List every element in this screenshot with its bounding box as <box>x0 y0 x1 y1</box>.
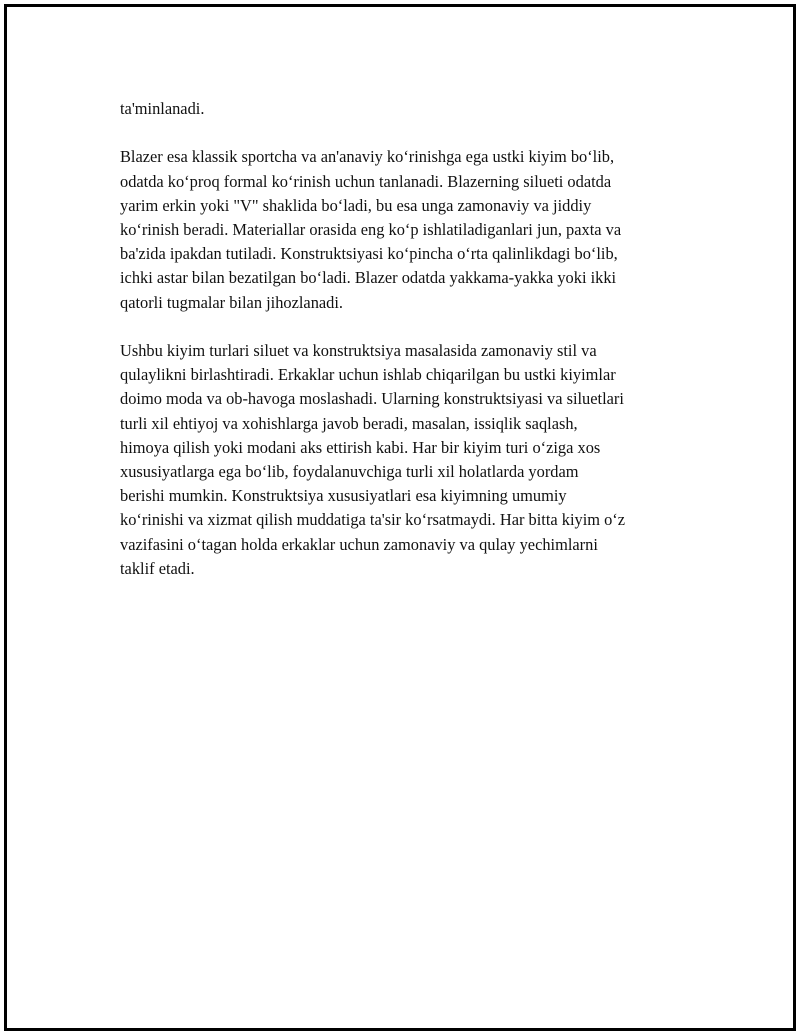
paragraph-continuation: ta'minlanadi. <box>120 99 205 118</box>
page-body <box>120 97 700 605</box>
paragraph-blazer: Blazer esa klassik sportcha va an'anaviy koʻrinishga ega ustki kiyim boʻlib, odatda koʻproq formal koʻrinish uchun tanlanadi. Blazerning silueti odatda yarim erkin yoki "V" shaklida boʻladi, bu esa unga zamonaviy va jiddiy koʻrinish beradi. Materiallar orasida eng koʻp ishlatiladiganlari jun, paxta va ba'zida ipakdan tutiladi. Konstruktsiyasi koʻpincha oʻrta qalinlikdagi boʻlib, ichki astar bilan bezatilgan boʻladi. Blazer odatda yakkama-yakka yoki ikki qatorli tugmalar bilan jihozlanadi. <box>120 147 622 312</box>
page-frame <box>4 4 796 1031</box>
paragraph-summary: Ushbu kiyim turlari siluet va konstruktsiya masalasida zamonaviy stil va qulaylikni birlashtiradi. Erkaklar uchun ishlab chiqarilgan bu ustki kiyimlar doimo moda va ob-havoga moslashadi. Ularning konstruktsiyasi va siluetlari turli xil ehtiyoj va xohishlarga javob beradi, masalan, issiqlik saqlash, himoya qilish yoki modani aks ettirish kabi. Har bir kiyim turi oʻziga xos xususiyatlarga ega boʻlib, foydalanuvchiga turli xil holatlarda yordam berishi mumkin. Konstruktsiya xususiyatlari esa kiyimning umumiy koʻrinishi va xizmat qilish muddatiga ta'sir koʻrsatmaydi. Har bitta kiyim oʻz vazifasini oʻtagan holda erkaklar uchun zamonaviy va qulay yechimlarni taklif etadi. <box>120 341 626 578</box>
